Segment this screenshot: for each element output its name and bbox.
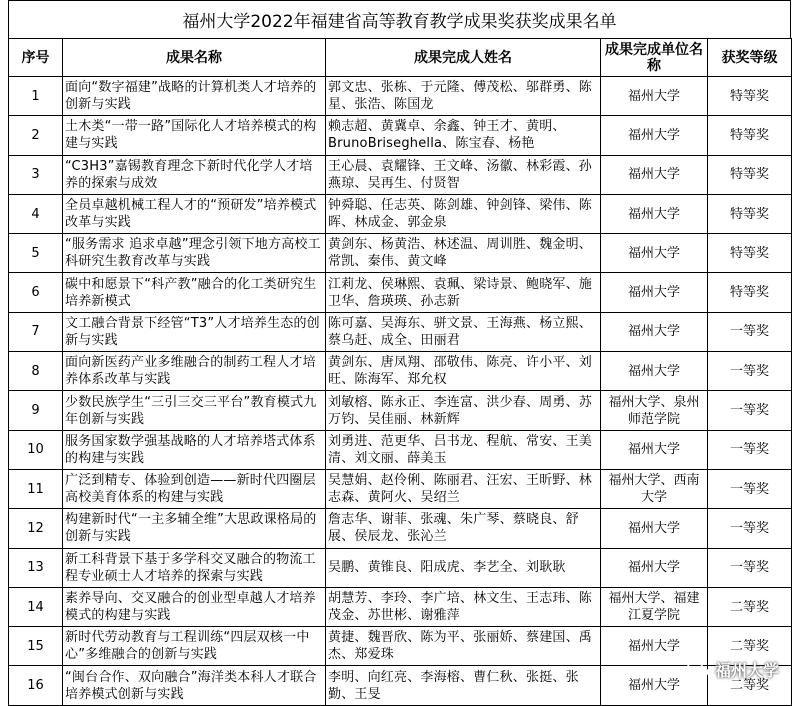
table-row [9,194,792,233]
cell-name: 土木类“一带一路”国际化人才培养模式的构建与实践 [63,116,326,155]
cell-no: 10 [9,430,63,469]
cell-no: 3 [9,155,63,194]
table-row [9,509,792,548]
table-row [9,77,792,116]
table-body [9,77,792,706]
cell-unit: 福州大学、西南大学 [601,469,708,508]
table-row [9,666,792,705]
header-people: 成果完成人姓名 [326,39,601,77]
table-title: 福州大学2022年福建省高等教育教学成果奖获奖成果名单 [8,0,791,38]
table-row [9,116,792,155]
cell-level: 特等奖 [708,116,792,155]
cell-name: 新时代劳动教育与工程训练“四层双核一中心”多维融合的创新与实践 [63,627,326,666]
cell-unit: 福州大学、福建江夏学院 [601,587,708,626]
cell-unit: 福州大学 [601,77,708,116]
table-row [9,273,792,312]
table-row [9,469,792,508]
cell-unit: 福州大学 [601,548,708,587]
cell-people: 黄剑东、唐凤翔、邵敬伟、陈亮、许小平、刘旺、陈海军、郑允权 [326,352,601,391]
cell-no: 11 [9,469,63,508]
cell-level: 特等奖 [708,273,792,312]
cell-name: 全员卓越机械工程人才的“预研发”培养模式改革与实践 [63,194,326,233]
wechat-icon [687,661,709,679]
cell-people: 黄捷、魏晋欣、陈为平、张丽娇、蔡建国、禹杰、郑爱珠 [326,627,601,666]
watermark [687,658,779,681]
cell-people: 刘敏榕、陈永正、李连富、洪少春、周勇、苏万钧、吴佳丽、林新辉 [326,391,601,430]
cell-unit: 福州大学、泉州师范学院 [601,391,708,430]
cell-level: 一等奖 [708,548,792,587]
cell-level: 二等奖 [708,627,792,666]
cell-people: 胡慧芳、李玲、李广培、林文生、王志玮、陈茂金、苏世彬、谢雅萍 [326,587,601,626]
cell-no: 16 [9,666,63,705]
cell-name: 少数民族学生“三引三交三平台”教育模式九年创新与实践 [63,391,326,430]
cell-no: 4 [9,194,63,233]
table-row [9,548,792,587]
cell-no: 7 [9,312,63,351]
cell-level: 一等奖 [708,312,792,351]
watermark-text: 福州大学 [714,661,779,680]
cell-name: “闽台合作、双向融合”海洋类本科人才联合培养模式创新与实践 [63,666,326,705]
cell-no: 2 [9,116,63,155]
cell-people: 赖志超、黄冀卓、余鑫、钟王才、黄明、BrunoBriseghella、陈宝春、杨艳 [326,116,601,155]
cell-name: 面向新医药产业多维融合的制药工程人才培养体系改革与实践 [63,352,326,391]
cell-unit: 福州大学 [601,155,708,194]
cell-unit: 福州大学 [601,273,708,312]
cell-unit: 福州大学 [601,194,708,233]
cell-people: 吴鹏、黄锥良、阳成虎、李艺全、刘耿耿 [326,548,601,587]
table-row [9,352,792,391]
cell-people: 黄剑东、杨黄浩、林述温、周训胜、魏金明、常凯、秦伟、黄文峰 [326,234,601,273]
cell-people: 吴慧娟、赵伶俐、陈丽君、汪宏、王昕野、林志森、黄阿火、吴绍兰 [326,469,601,508]
table-row [9,391,792,430]
cell-name: 服务国家数学强基战略的人才培养塔式体系的构建与实践 [63,430,326,469]
cell-no: 6 [9,273,63,312]
cell-unit: 福州大学 [601,509,708,548]
table-row [9,627,792,666]
cell-level: 特等奖 [708,234,792,273]
cell-no: 5 [9,234,63,273]
header-row [9,39,792,77]
cell-unit: 福州大学 [601,312,708,351]
cell-unit: 福州大学 [601,666,708,705]
cell-level: 一等奖 [708,430,792,469]
cell-no: 9 [9,391,63,430]
cell-people: 钟舜聪、任志英、陈剑雄、钟剑锋、梁伟、陈晖、林成金、郭金泉 [326,194,601,233]
cell-people: 王心晨、袁耀锋、王文峰、汤徽、林彩霞、孙燕琼、吴再生、付贤智 [326,155,601,194]
cell-unit: 福州大学 [601,116,708,155]
cell-unit: 福州大学 [601,352,708,391]
header-name: 成果名称 [63,39,326,77]
cell-people: 江莉龙、侯琳熙、袁珮、梁诗景、鲍晓军、施卫华、詹瑛瑛、孙志新 [326,273,601,312]
cell-level: 二等奖 [708,666,792,705]
header-level: 获奖等级 [708,39,792,77]
cell-level: 特等奖 [708,155,792,194]
cell-no: 12 [9,509,63,548]
cell-unit: 福州大学 [601,430,708,469]
cell-unit: 福州大学 [601,627,708,666]
cell-name: 面向“数字福建”战略的计算机类人才培养的创新与实践 [63,77,326,116]
cell-people: 陈可嘉、吴海东、骈文景、王海燕、杨立熙、蔡乌赶、成全、田丽君 [326,312,601,351]
cell-name: 新工科背景下基于多学科交叉融合的物流工程专业硕士人才培养的探索与实践 [63,548,326,587]
cell-no: 13 [9,548,63,587]
header-no: 序号 [9,39,63,77]
cell-people: 郭文忠、张栋、于元隆、傅茂松、邬群勇、陈星、张浩、陈国龙 [326,77,601,116]
cell-name: 构建新时代“一主多辅全维”大思政课格局的创新与实践 [63,509,326,548]
cell-no: 1 [9,77,63,116]
cell-name: “服务需求 追求卓越”理念引领下地方高校工科研究生教育改革与实践 [63,234,326,273]
cell-no: 15 [9,627,63,666]
cell-people: 詹志华、谢菲、张魂、朱广琴、蔡晓良、舒展、侯辰龙、张沁兰 [326,509,601,548]
table-row [9,234,792,273]
cell-name: 素养导向、交叉融合的创业型卓越人才培养模式的构建与实践 [63,587,326,626]
cell-level: 特等奖 [708,77,792,116]
cell-level: 二等奖 [708,587,792,626]
cell-level: 一等奖 [708,469,792,508]
award-table [8,38,792,706]
cell-name: 文工融合背景下经管“T3”人才培养生态的创新与实践 [63,312,326,351]
cell-level: 一等奖 [708,509,792,548]
table-row [9,155,792,194]
cell-level: 特等奖 [708,194,792,233]
cell-name: “C3H3”嘉锡教育理念下新时代化学人才培养的探索与成效 [63,155,326,194]
table-row [9,587,792,626]
cell-people: 刘勇进、范更华、吕书龙、程航、常安、王美清、刘文丽、薛美玉 [326,430,601,469]
cell-level: 一等奖 [708,391,792,430]
table-row [9,312,792,351]
cell-no: 14 [9,587,63,626]
cell-people: 李明、向红亮、李海榕、曹仁秋、张挺、张勤、王旻 [326,666,601,705]
table-row [9,430,792,469]
cell-no: 8 [9,352,63,391]
cell-name: 碳中和愿景下“科产教”融合的化工类研究生培养新模式 [63,273,326,312]
cell-name: 广泛到精专、体验到创造——新时代四圈层高校美育体系的构建与实践 [63,469,326,508]
cell-unit: 福州大学 [601,234,708,273]
cell-level: 一等奖 [708,352,792,391]
header-unit: 成果完成单位名称 [601,39,708,77]
